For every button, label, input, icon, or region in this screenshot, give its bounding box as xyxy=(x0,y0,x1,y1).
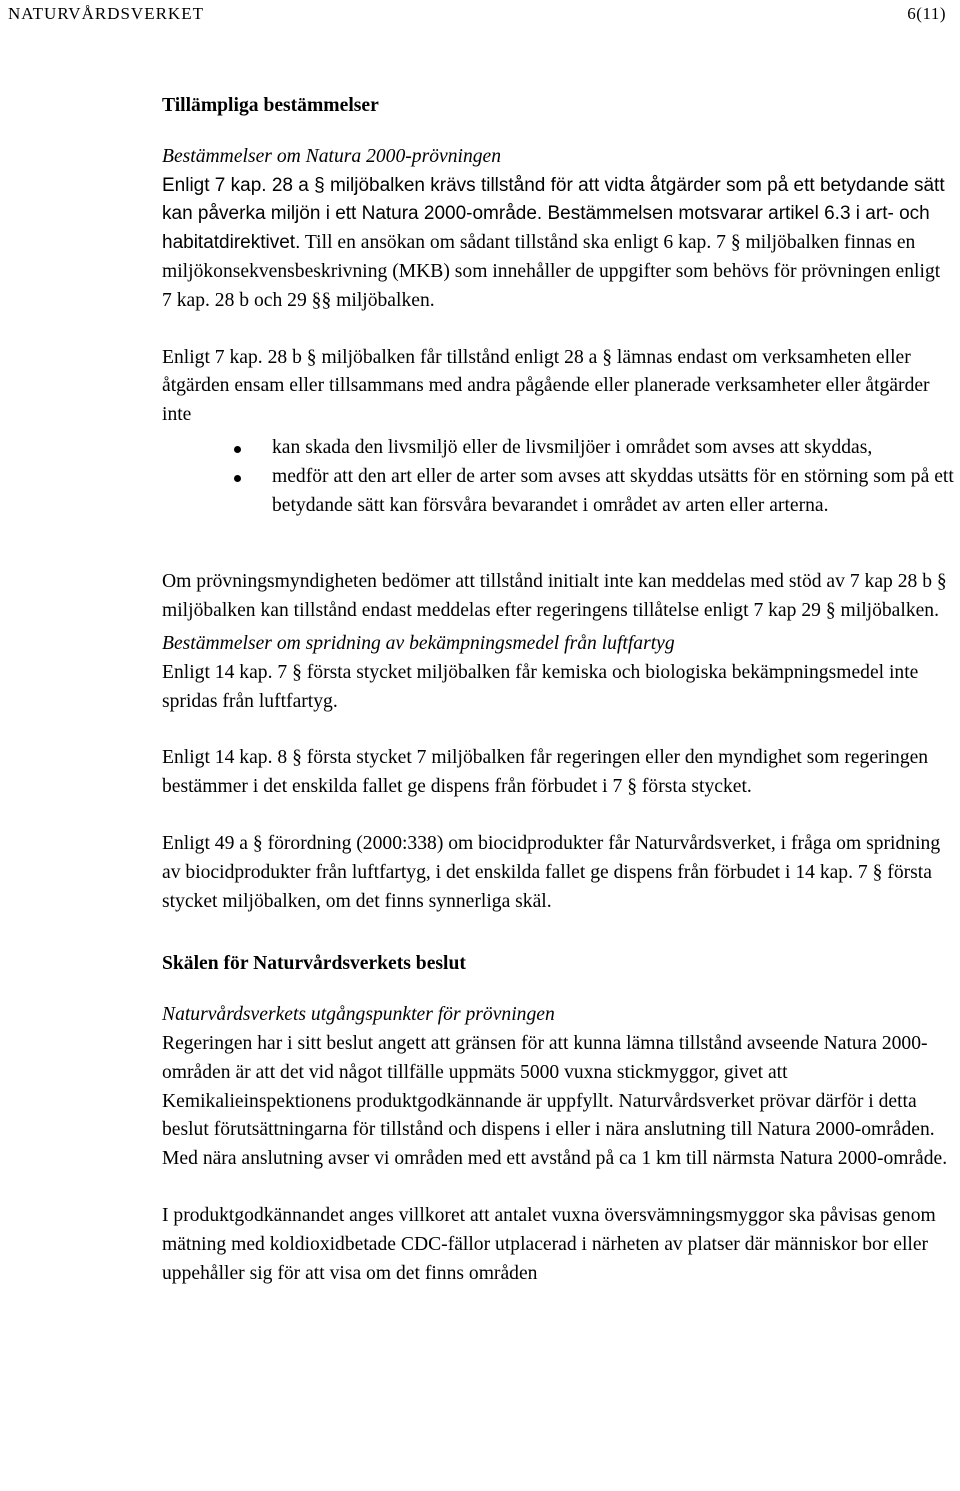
list-item xyxy=(162,463,954,521)
section-title-reasons: Skälen för Naturvårdsverkets beslut xyxy=(162,953,466,975)
document-body xyxy=(162,92,954,1288)
organization-name: NATURVÅRDSVERKET xyxy=(8,4,204,23)
conditions-list xyxy=(162,434,954,520)
subheading-natura: Bestämmelser om Natura 2000-prövningen xyxy=(162,145,502,167)
bullet-icon xyxy=(234,446,241,453)
section-title-provisions: Tillämpliga bestämmelser xyxy=(162,95,379,116)
paragraph-28b: Enligt 7 kap. 28 b § miljöbalken får tillstånd enligt 28 a § lämnas endast om verksamheten eller åtgärden ensam eller tillsammans med andra pågående eller planerade verksamheter eller åtgärder inte xyxy=(162,346,930,426)
paragraph-natura-permit xyxy=(162,172,954,316)
paragraph-natura-permit-part2: Till en ansökan om sådant tillstånd ska enligt 6 kap. 7 § miljöbalken finnas en miljökonsekvensbeskrivning (MKB) som innehåller de uppgifter som behövs för prövningen enligt 7 kap. 28 b och 29 §§ miljöbalken. xyxy=(162,232,941,311)
list-item-text: medför att den art eller de arter som avses att skyddas utsätts för en störning som på ett betydande sätt kan försvåra bevarandet i området av arten eller arterna. xyxy=(272,465,954,516)
paragraph-product-approval: I produktgodkännandet anges villkoret att antalet vuxna översvämningsmyggor ska påvisas genom mätning med koldioxidbetade CDC-fällor utplacerad i närheten av platser där människor bor eller uppehåller sig för att visa om det finns områden xyxy=(162,1204,936,1284)
paragraph-49a: Enligt 49 a § förordning (2000:338) om biocidprodukter får Naturvårdsverket, i fråga om spridning av biocidprodukter från luftfartyg, i det enskilda fallet ge dispens från förbudet i 14 kap. 7 § första stycket miljöbalken, om det finns synnerliga skäl. xyxy=(162,832,941,912)
subheading-starting-points: Naturvårdsverkets utgångspunkter för prövningen xyxy=(162,1004,555,1026)
bullet-icon xyxy=(234,475,241,482)
paragraph-natura-permit-part1: Enligt 7 kap. 28 a § miljöbalken krävs tillstånd för att vidta åtgärder som på ett betydande sätt kan påverka miljön i ett Natura 2000-område. Bestämmelsen motsvarar artikel 6.3 i art- och habitatdirektivet. xyxy=(162,174,945,254)
list-item-text: kan skada den livsmiljö eller de livsmiljöer i området som avses att skyddas, xyxy=(272,436,873,458)
paragraph-government-decision: Regeringen har i sitt beslut angett att gränsen för att kunna lämna tillstånd avseende Natura 2000-områden är att det vid något tillfälle uppmäts 5000 vuxna stickmyggor, givet att Kemikalieinspektionens produktgodkännande är uppfyllt. Naturvårdsverket prövar därför i detta beslut förutsättningarna för tillstånd och dispens i eller i nära anslutning till Natura 2000-områden. Med nära anslutning avser vi områden med ett avstånd på ca 1 km till närmsta Natura 2000-område. xyxy=(162,1032,948,1170)
list-item xyxy=(162,434,954,463)
page-number: 6(11) xyxy=(907,4,946,23)
paragraph-authority: Om prövningsmyndigheten bedömer att tillstånd initialt inte kan meddelas med stöd av 7 kap 28 b § miljöbalken kan tillstånd endast meddelas efter regeringens tillåtelse enligt 7 kap 29 § miljöbalken. xyxy=(162,571,947,622)
paragraph-14-8: Enligt 14 kap. 8 § första stycket 7 miljöbalken får regeringen eller den myndighet som regeringen bestämmer i det enskilda fallet ge dispens från förbudet i 7 § första stycket. xyxy=(162,747,929,798)
page-header xyxy=(8,4,946,28)
paragraph-14-7: Enligt 14 kap. 7 § första stycket miljöbalken får kemiska och biologiska bekämpningsmedel inte spridas från luftfartyg. xyxy=(162,661,919,712)
subheading-aircraft: Bestämmelser om spridning av bekämpningsmedel från luftfartyg xyxy=(162,632,675,654)
